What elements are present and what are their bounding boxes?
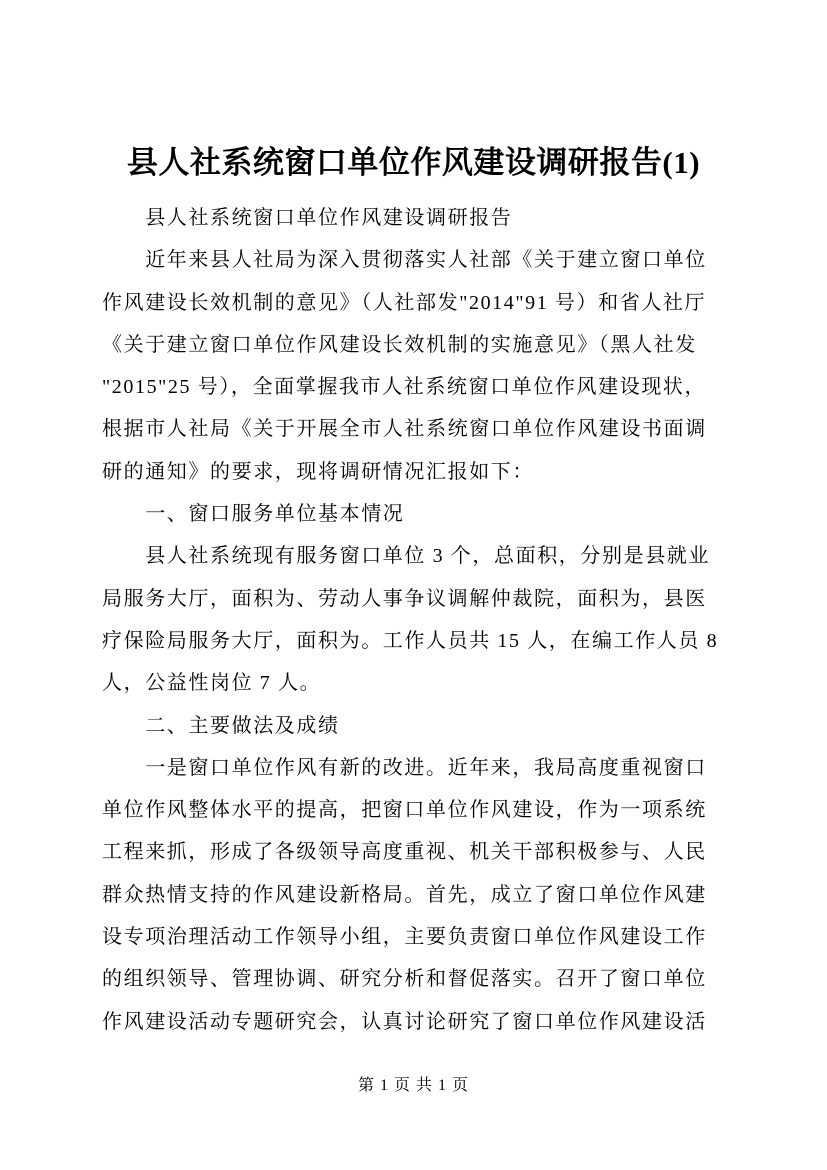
document-text-line: 作风建设活动专题研究会，认真讨论研究了窗口单位作风建设活 — [102, 1010, 707, 1033]
document-text-line: 作风建设长效机制的意见》（人社部发"2014"91 号）和省人社厅 — [102, 291, 707, 314]
document-text-line: 的组织领导、管理协调、研究分析和督促落实。召开了窗口单位 — [102, 968, 707, 991]
document-text-line: 单位作风整体水平的提高，把窗口单位作风建设，作为一项系统 — [102, 799, 707, 822]
document-text-line: 疗保险局服务大厅，面积为。工作人员共 15 人，在编工作人员 8 — [102, 629, 719, 652]
document-body — [102, 197, 732, 1043]
document-text-line: 二、主要做法及成绩 — [102, 714, 340, 737]
document-text-line: "2015"25 号），全面掌握我市人社系统窗口单位作风建设现状， — [102, 376, 707, 399]
page-number-footer: 第 1 页 共 1 页 — [357, 1077, 469, 1094]
document-text-line: 根据市人社局《关于开展全市人社系统窗口单位作风建设书面调 — [102, 418, 707, 441]
document-text-line: 《关于建立窗口单位作风建设长效机制的实施意见》（黑人社发 — [102, 333, 697, 356]
document-text-line: 县人社系统窗口单位作风建设调研报告 — [102, 207, 513, 229]
document-text-line: 一是窗口单位作风有新的改进。近年来，我局高度重视窗口 — [102, 756, 707, 779]
document-text-line: 局服务大厅，面积为、劳动人事争议调解仲裁院，面积为，县医 — [102, 587, 707, 610]
document-text-line: 县人社系统现有服务窗口单位 3 个，总面积，分别是县就业 — [102, 545, 710, 568]
document-text-line: 近年来县人社局为深入贯彻落实人社部《关于建立窗口单位 — [102, 249, 707, 272]
document-text-line: 工程来抓，形成了各级领导高度重视、机关干部积极参与、人民 — [102, 841, 707, 864]
document-text-line: 群众热情支持的作风建设新格局。首先，成立了窗口单位作风建 — [102, 883, 707, 906]
document-text-line: 一、窗口服务单位基本情况 — [102, 503, 405, 526]
document-text-line: 人，公益性岗位 7 人。 — [102, 672, 322, 695]
document-title: 县人社系统窗口单位作风建设调研报告(1) — [126, 145, 701, 180]
document-text-line: 研的通知》的要求，现将调研情况汇报如下： — [102, 460, 534, 483]
document-text-line: 设专项治理活动工作领导小组，主要负责窗口单位作风建设工作 — [102, 926, 707, 949]
